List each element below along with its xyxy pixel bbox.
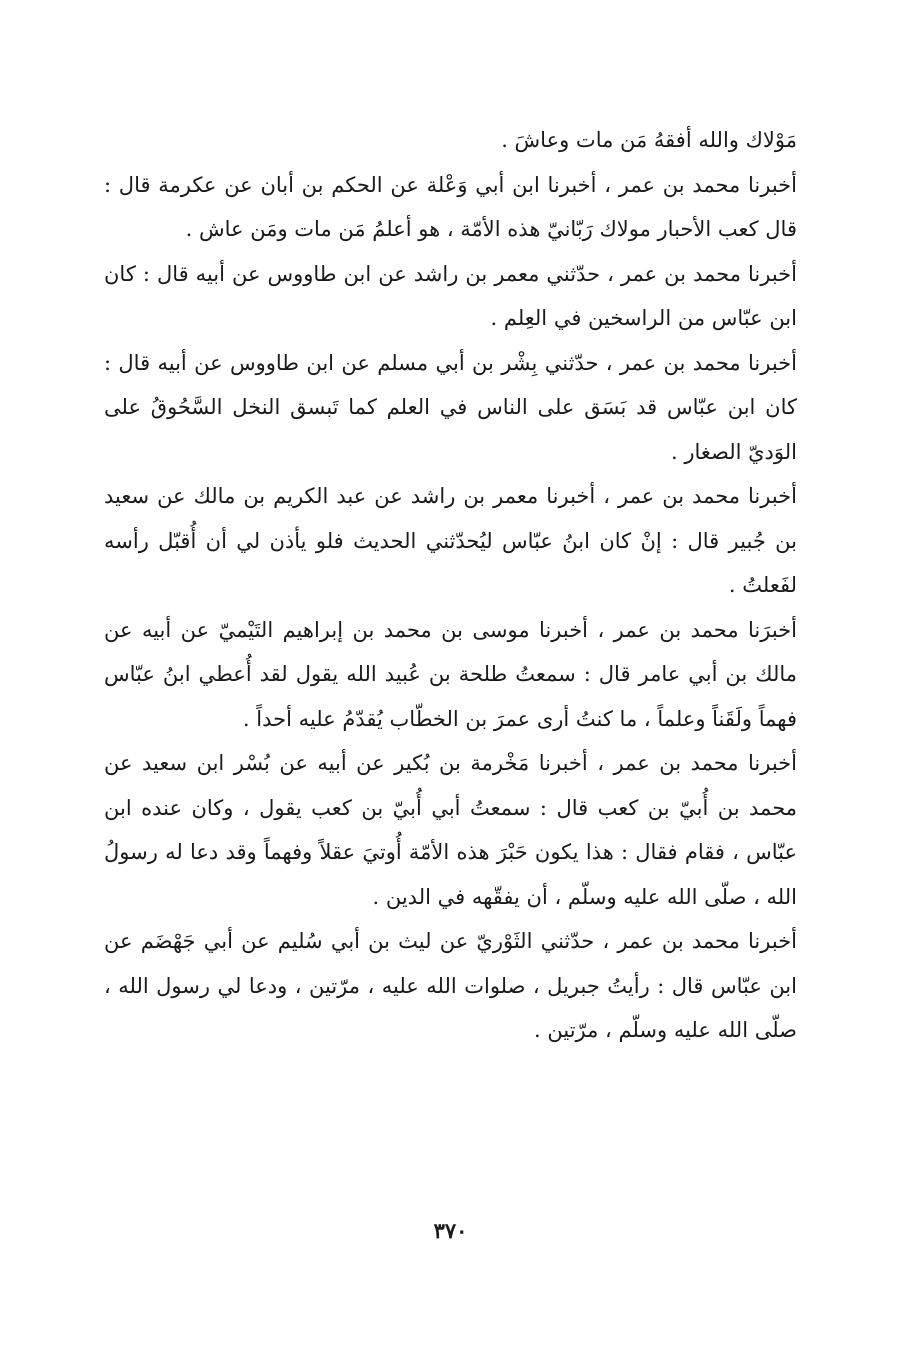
paragraph-3: أخبرنا محمد بن عمر ، حدّثني معمر بن راشد عن ابن طاووس عن أبيه قال : كان ابن عبّاس من الراسخين في العِلم . xyxy=(104,261,797,330)
page-body-text xyxy=(104,118,797,1053)
paragraph-1: مَوْلاك والله أفقهُ مَن مات وعاشَ . xyxy=(501,128,797,152)
paragraph-7: أخبرنا محمد بن عمر ، أخبرنا مَخْرمة بن بُكير عن أبيه عن بُسْر ابن سعيد عن محمد بن أُبيّ بن كعب قال : سمعتُ أبي أُبيّ بن كعب يقول ، وكان عنده ابن عبّاس ، فقام فقال : هذا يكون حَبْرَ هذه الأمّة أُوتيَ عقلاً وفهماً وقد دعا له رسولُ الله ، صلّى الله عليه وسلّم ، أن يفقّهه في الدين . xyxy=(104,751,797,909)
paragraph-2: أخبرنا محمد بن عمر ، أخبرنا ابن أبي وَعْلة عن الحكم بن أبان عن عكرمة قال : قال كعب الأحبار مولاك رَبّانيّ هذه الأمّة ، هو أعلمُ مَن مات ومَن عاش . xyxy=(104,172,797,241)
page-number: ٣٧٠ xyxy=(433,1218,468,1243)
paragraph-4: أخبرنا محمد بن عمر ، حدّثني بِشْر بن أبي مسلم عن ابن طاووس عن أبيه قال : كان ابن عبّاس قد بَسَق على الناس في العلم كما تَبسق النخل السَّحُوقُ على الوَديّ الصغار . xyxy=(104,350,797,464)
paragraph-6: أخبرَنا محمد بن عمر ، أخبرنا موسى بن محمد بن إبراهيم التَيْميّ عن أبيه عن مالك بن أبي عامر قال : سمعتُ طلحة بن عُبيد الله يقول لقد أُعطي ابنُ عبّاس فهماً ولَقَناً وعلماً ، ما كنتُ أرى عمرَ بن الخطّاب يُقدّمُ عليه أحداً . xyxy=(104,617,797,731)
paragraph-5: أخبرنا محمد بن عمر ، أخبرنا معمر بن راشد عن عبد الكريم بن مالك عن سعيد بن جُبير قال : إنْ كان ابنُ عبّاس ليُحدّثني الحديث فلو يأذن لي أن أُقبّل رأسه لفَعلتُ . xyxy=(104,484,797,597)
paragraph-8: أخبرنا محمد بن عمر ، حدّثني الثَوْريّ عن ليث بن أبي سُليم عن أبي جَهْضَم عن ابن عبّاس قال : رأيتُ جبريل ، صلوات الله عليه ، مرّتين ، ودعا لي رسول الله ، صلّى الله عليه وسلّم ، مرّتين . xyxy=(104,929,797,1042)
